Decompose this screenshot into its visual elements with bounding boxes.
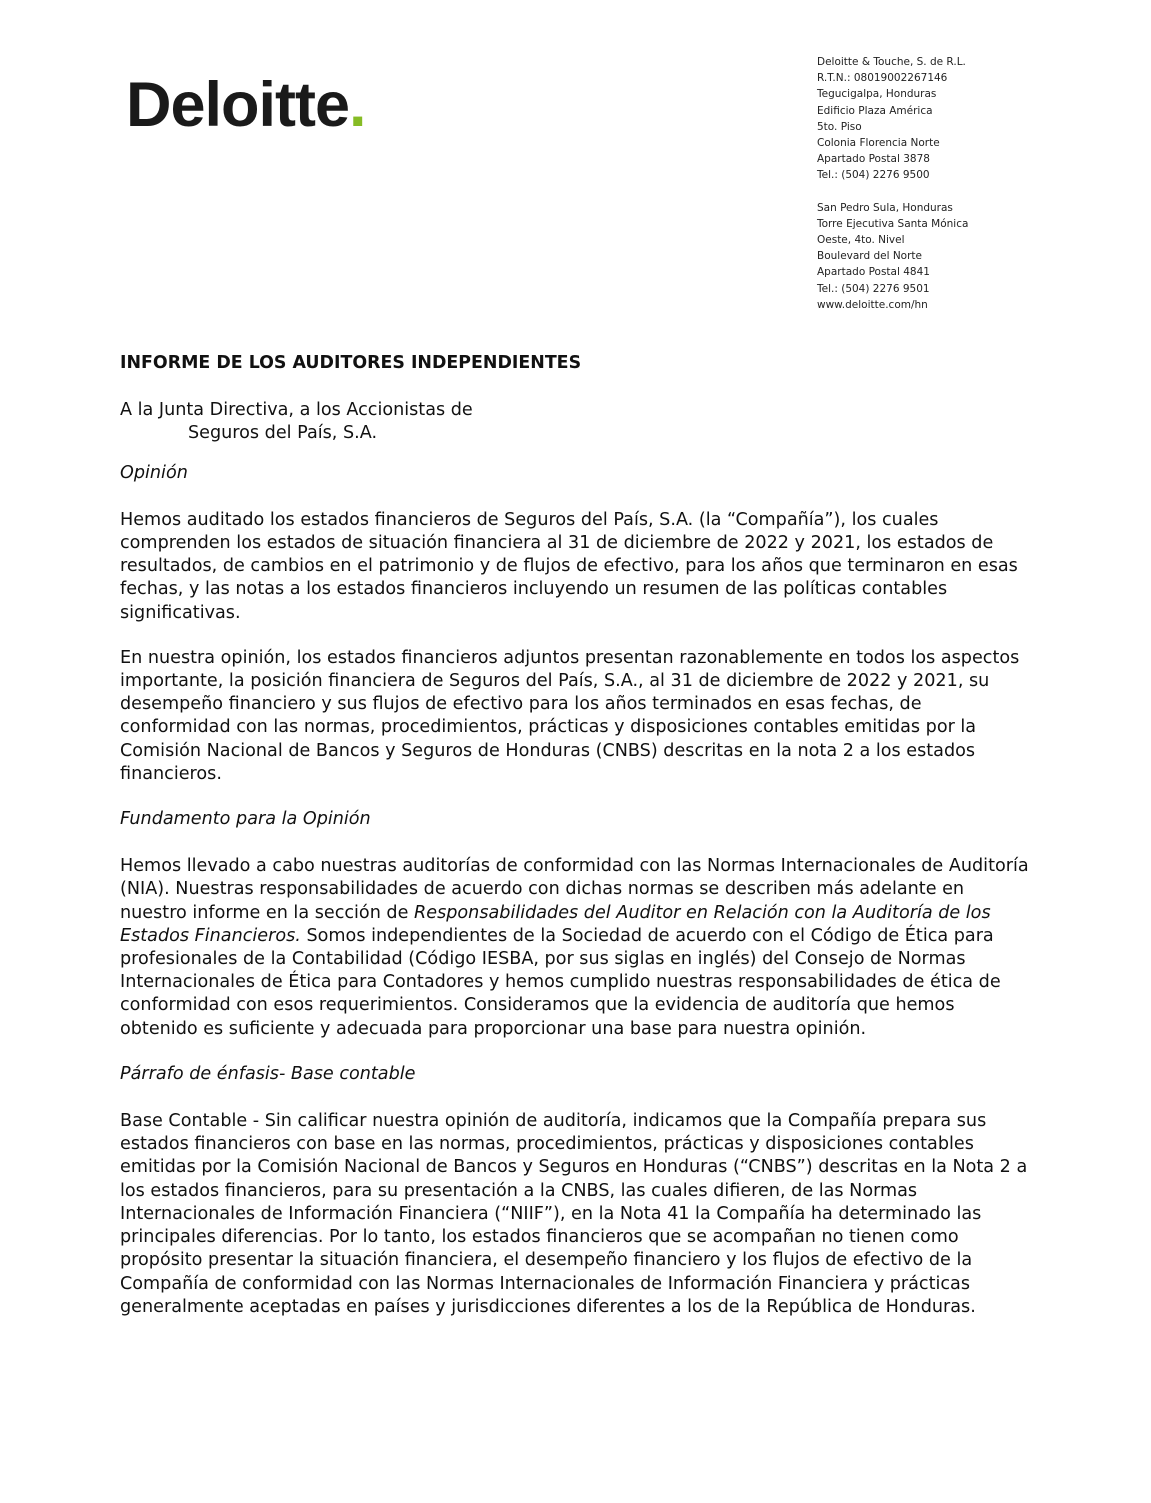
address-line: Apartado Postal 3878 xyxy=(817,153,930,166)
address-line: Boulevard del Norte xyxy=(817,250,922,263)
logo-wordmark: Deloitte xyxy=(126,70,350,140)
opinion-paragraph-1: Hemos auditado los estados financieros de Seguros del País, S.A. (la “Compañía”), los cuales comprenden los estados de situación financiera al 31 de diciembre de 2022 y 2021, los estados de resultados, de cambios en el patrimonio y de flujos de efectivo, para los años que terminaron en esas fechas, y las notas a los estados financieros incluyendo un resumen de las políticas contables significativas. xyxy=(120,509,1018,623)
addressee-line-1: A la Junta Directiva, a los Accionistas de xyxy=(120,400,473,421)
addressee-line-2: Seguros del País, S.A. xyxy=(188,423,378,444)
logo-green-dot: . xyxy=(349,70,366,140)
basis-paragraph xyxy=(120,855,1030,1041)
address-line: 5to. Piso xyxy=(817,120,862,133)
address-line: Oeste, 4to. Nivel xyxy=(817,234,905,247)
address-line: Tegucigalpa, Honduras xyxy=(817,88,937,101)
address-line: Colonia Florencia Norte xyxy=(817,137,940,150)
emphasis-paragraph: Base Contable - Sin calificar nuestra opinión de auditoría, indicamos que la Compañía prepara sus estados financieros con base en las normas, procedimientos, prácticas y disposiciones contables emitidas por la Comisión Nacional de Bancos y Seguros en Honduras (“CNBS”) descritas en la Nota 2 a los estados financieros, para su presentación a la CNBS, las cuales difieren, de las Normas Internacionales de Información Financiera (“NIIF”), en la Nota 41 la Compañía ha determinado las principales diferencias. Por lo tanto, los estados financieros que se acompañan no tienen como propósito presentar la situación financiera, el desempeño financiero y los flujos de efectivo de la Compañía de conformidad con las Normas Internacionales de Información Financiera y prácticas generalmente aceptadas en países y jurisdicciones diferentes a los de la República de Honduras. xyxy=(120,1111,1028,1317)
report-title: INFORME DE LOS AUDITORES INDEPENDIENTES xyxy=(120,353,582,373)
basis-heading: Fundamento para la Opinión xyxy=(120,809,371,830)
website-link[interactable]: www.deloitte.com/hn xyxy=(817,298,928,311)
address-line: Edificio Plaza América xyxy=(817,104,933,117)
opinion-paragraph-2: En nuestra opinión, los estados financieros adjuntos presentan razonablemente en todos los aspectos importante, la posición financiera de Seguros del País, S.A., al 31 de diciembre de 2022 y 2021, su desempeño financiero y sus flujos de efectivo para los años terminados en esas fechas, de conformidad con las normas, procedimientos, prácticas y disposiciones contables emitidas por la Comisión Nacional de Bancos y Seguros de Honduras (CNBS) descritas en la nota 2 a los estados financieros. xyxy=(120,647,1020,784)
address-line: Tel.: (504) 2276 9501 xyxy=(817,282,930,295)
address-line: R.T.N.: 08019002267146 xyxy=(817,72,948,85)
address-line: Apartado Postal 4841 xyxy=(817,266,930,279)
office-address-block xyxy=(817,54,968,313)
address-line: Deloitte & Touche, S. de R.L. xyxy=(817,56,966,68)
address-line: Torre Ejecutiva Santa Mónica xyxy=(817,217,969,230)
basis-italic-reference: Responsabilidades del Auditor en Relación con la Auditoría de los Estados Financieros. xyxy=(120,902,991,946)
report-body xyxy=(120,352,1030,1341)
basis-text-b: Somos independientes de la Sociedad de acuerdo con el Código de Ética para profesionales de la Contabilidad (Código IESBA, por sus siglas en inglés) del Consejo de Normas Internacionales de Ética para Contadores y hemos cumplido nuestras responsabilidades de ética de conformidad con esos requerimientos. Consideramos que la evidencia de auditoría que hemos obtenido es suficiente y adecuada para proporcionar una base para nuestra opinión. xyxy=(120,925,1001,1039)
opinion-heading: Opinión xyxy=(120,462,188,483)
addressee xyxy=(120,399,1030,445)
address-line: Tel.: (504) 2276 9500 xyxy=(817,169,930,182)
deloitte-logo xyxy=(126,70,366,140)
basis-text-a: Hemos llevado a cabo nuestras auditorías de conformidad con las Normas Internacionales de Auditoría (NIA). Nuestras responsabilidades de acuerdo con dichas normas se describen más adelante en nuestro informe en la sección de xyxy=(120,856,1029,923)
emphasis-heading: Párrafo de énfasis- Base contable xyxy=(120,1063,416,1084)
address-spacer xyxy=(817,184,968,200)
address-line: San Pedro Sula, Honduras xyxy=(817,201,953,214)
